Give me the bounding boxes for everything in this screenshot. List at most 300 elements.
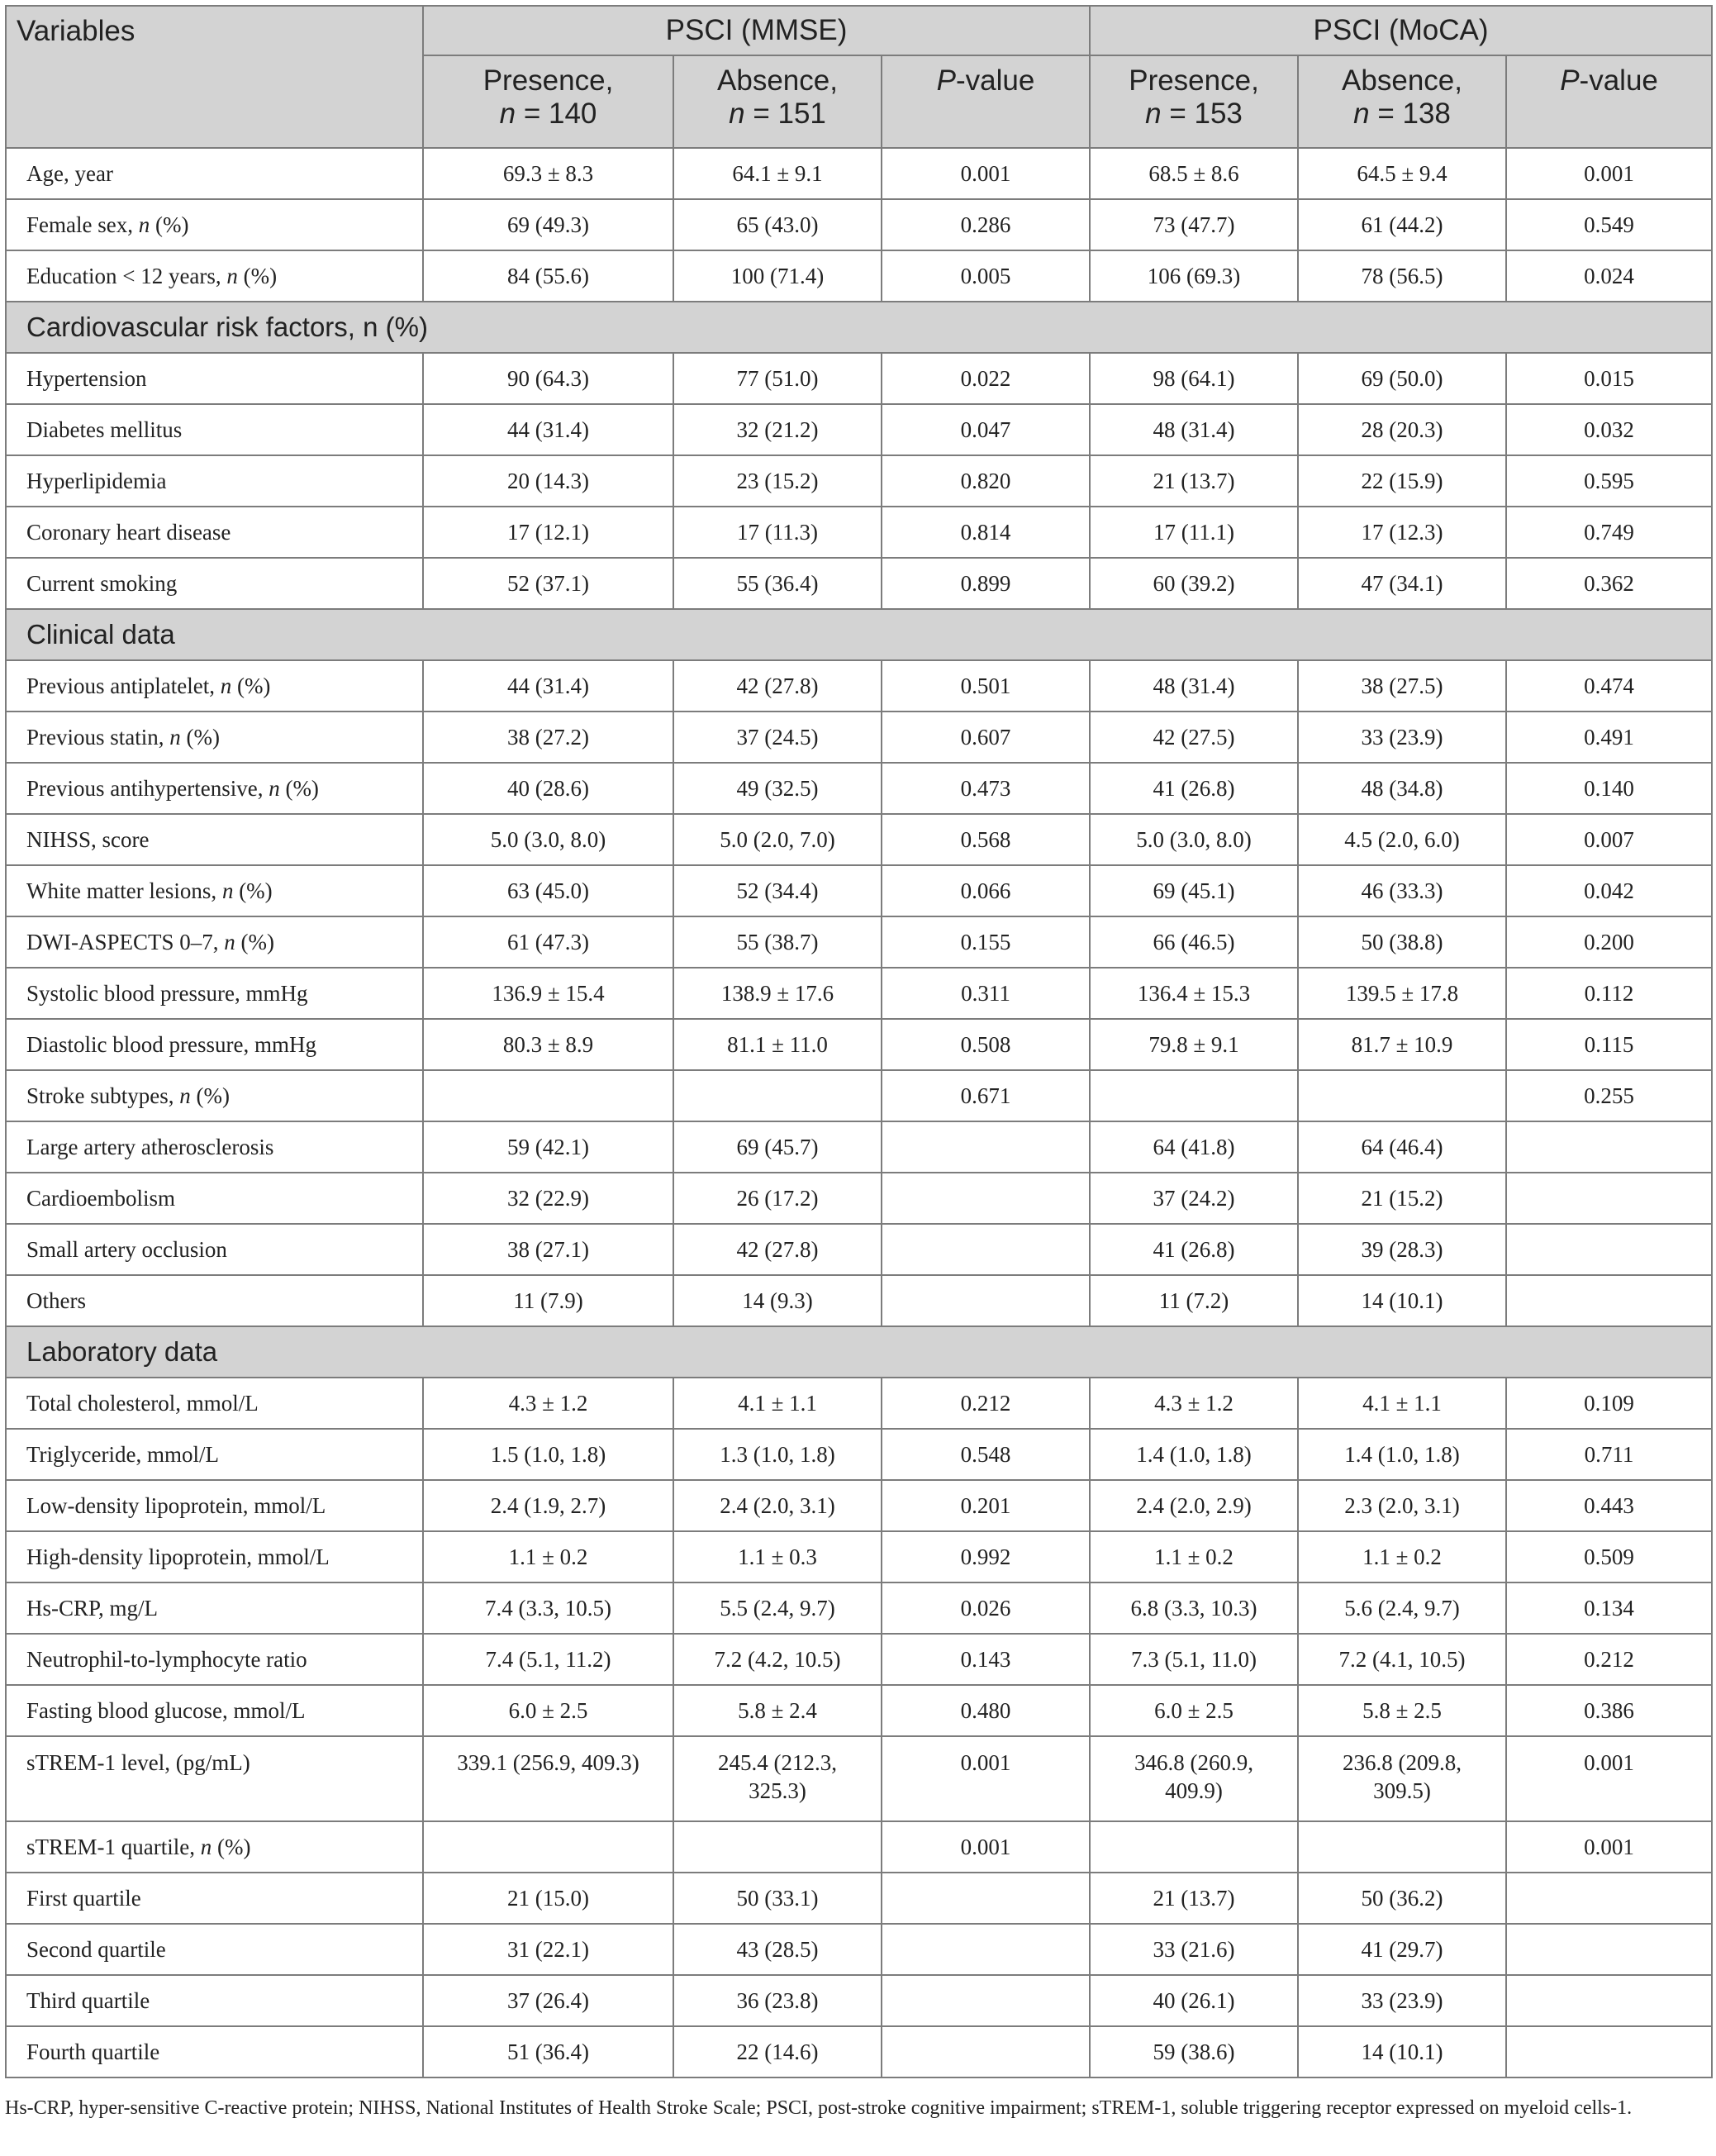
moca-presence-cell: 7.3 (5.1, 11.0): [1090, 1634, 1298, 1685]
row-label: Female sex, n (%): [6, 199, 423, 250]
table-row: [6, 814, 1712, 865]
mmse-absence-cell: 5.0 (2.0, 7.0): [673, 814, 882, 865]
row-label: Small artery occlusion: [6, 1224, 423, 1275]
moca-absence-cell: 39 (28.3): [1298, 1224, 1506, 1275]
mmse-absence-cell: 23 (15.2): [673, 455, 882, 507]
header-moca-presence: [1090, 55, 1298, 148]
moca-pvalue-cell: 0.007: [1506, 814, 1712, 865]
moca-absence-cell: [1298, 1821, 1506, 1873]
moca-absence-cell: 41 (29.7): [1298, 1924, 1506, 1975]
table-row: [6, 148, 1712, 199]
moca-pvalue-cell: [1506, 1173, 1712, 1224]
header-row-groups: [6, 6, 1712, 55]
mmse-presence-cell: 2.4 (1.9, 2.7): [423, 1480, 673, 1531]
mmse-pvalue-cell: 0.607: [882, 712, 1090, 763]
n-symbol: n: [729, 98, 745, 130]
mmse-presence-cell: 5.0 (3.0, 8.0): [423, 814, 673, 865]
row-label: Age, year: [6, 148, 423, 199]
row-label: NIHSS, score: [6, 814, 423, 865]
row-label: Previous antihypertensive, n (%): [6, 763, 423, 814]
moca-absence-cell: 47 (34.1): [1298, 558, 1506, 609]
table-row: [6, 1634, 1712, 1685]
table-row: [6, 250, 1712, 302]
absence-n: = 138: [1377, 98, 1451, 130]
mmse-presence-cell: 69 (49.3): [423, 199, 673, 250]
mmse-presence-cell: 59 (42.1): [423, 1121, 673, 1173]
table-row: [6, 1121, 1712, 1173]
header-group-moca: PSCI (MoCA): [1090, 6, 1712, 55]
moca-presence-cell: 79.8 ± 9.1: [1090, 1019, 1298, 1070]
moca-pvalue-cell: 0.001: [1506, 1736, 1712, 1821]
section-title: Cardiovascular risk factors, n (%): [6, 302, 1712, 353]
mmse-presence-cell: 90 (64.3): [423, 353, 673, 404]
row-label: Coronary heart disease: [6, 507, 423, 558]
moca-pvalue-cell: [1506, 1121, 1712, 1173]
table-row: [6, 1173, 1712, 1224]
mmse-pvalue-cell: 0.671: [882, 1070, 1090, 1121]
mmse-absence-cell: 7.2 (4.2, 10.5): [673, 1634, 882, 1685]
table-row: [6, 1685, 1712, 1736]
row-label: Education < 12 years, n (%): [6, 250, 423, 302]
header-moca-absence: [1298, 55, 1506, 148]
absence-label: Absence,: [717, 64, 838, 97]
mmse-presence-cell: 61 (47.3): [423, 916, 673, 968]
moca-presence-cell: 42 (27.5): [1090, 712, 1298, 763]
mmse-presence-cell: 51 (36.4): [423, 2026, 673, 2077]
moca-presence-cell: 66 (46.5): [1090, 916, 1298, 968]
n-symbol: n: [499, 98, 516, 130]
moca-pvalue-cell: 0.255: [1506, 1070, 1712, 1121]
moca-pvalue-cell: 0.711: [1506, 1429, 1712, 1480]
mmse-presence-cell: 80.3 ± 8.9: [423, 1019, 673, 1070]
moca-absence-cell: 14 (10.1): [1298, 2026, 1506, 2077]
moca-pvalue-cell: 0.549: [1506, 199, 1712, 250]
mmse-presence-cell: 7.4 (3.3, 10.5): [423, 1582, 673, 1634]
mmse-presence-cell: 6.0 ± 2.5: [423, 1685, 673, 1736]
mmse-presence-cell: 44 (31.4): [423, 404, 673, 455]
moca-absence-cell: 139.5 ± 17.8: [1298, 968, 1506, 1019]
table-row: [6, 1531, 1712, 1582]
table-row: [6, 865, 1712, 916]
moca-presence-cell: 136.4 ± 15.3: [1090, 968, 1298, 1019]
moca-absence-cell: 50 (36.2): [1298, 1873, 1506, 1924]
table-row: [6, 1821, 1712, 1873]
header-moca-pvalue: [1506, 55, 1712, 148]
presence-n: = 140: [523, 98, 597, 130]
moca-absence-cell: 14 (10.1): [1298, 1275, 1506, 1326]
mmse-pvalue-cell: 0.201: [882, 1480, 1090, 1531]
moca-absence-cell: 22 (15.9): [1298, 455, 1506, 507]
table-row: [6, 1924, 1712, 1975]
row-label: Cardioembolism: [6, 1173, 423, 1224]
row-label: Current smoking: [6, 558, 423, 609]
mmse-absence-cell: 26 (17.2): [673, 1173, 882, 1224]
table-body: [6, 148, 1712, 2077]
moca-absence-cell: 7.2 (4.1, 10.5): [1298, 1634, 1506, 1685]
presence-label: Presence,: [1129, 64, 1259, 97]
mmse-absence-cell: 52 (34.4): [673, 865, 882, 916]
presence-label: Presence,: [482, 64, 614, 97]
row-label: White matter lesions, n (%): [6, 865, 423, 916]
moca-absence-cell: 4.5 (2.0, 6.0): [1298, 814, 1506, 865]
table-row: [6, 1070, 1712, 1121]
moca-pvalue-cell: [1506, 2026, 1712, 2077]
table-row: [6, 455, 1712, 507]
moca-absence-cell: 48 (34.8): [1298, 763, 1506, 814]
moca-absence-cell: 1.1 ± 0.2: [1298, 1531, 1506, 1582]
moca-pvalue-cell: 0.112: [1506, 968, 1712, 1019]
absence-n: = 151: [753, 98, 826, 130]
moca-absence-cell: 78 (56.5): [1298, 250, 1506, 302]
mmse-absence-cell: 65 (43.0): [673, 199, 882, 250]
moca-absence-cell: [1298, 1070, 1506, 1121]
moca-presence-cell: 59 (38.6): [1090, 2026, 1298, 2077]
row-label: Stroke subtypes, n (%): [6, 1070, 423, 1121]
table-row: [6, 1582, 1712, 1634]
table-row: [6, 1224, 1712, 1275]
moca-pvalue-cell: 0.212: [1506, 1634, 1712, 1685]
mmse-presence-cell: 7.4 (5.1, 11.2): [423, 1634, 673, 1685]
table-row: [6, 1975, 1712, 2026]
moca-pvalue-cell: 0.042: [1506, 865, 1712, 916]
header-mmse-pvalue: [882, 55, 1090, 148]
mmse-absence-cell: 43 (28.5): [673, 1924, 882, 1975]
row-label: Systolic blood pressure, mmHg: [6, 968, 423, 1019]
mmse-absence-cell: 14 (9.3): [673, 1275, 882, 1326]
table-row: [6, 1429, 1712, 1480]
pvalue-suffix: -value: [1579, 64, 1658, 97]
p-symbol: P: [936, 64, 957, 97]
moca-presence-cell: 69 (45.1): [1090, 865, 1298, 916]
row-label: Triglyceride, mmol/L: [6, 1429, 423, 1480]
header-mmse-presence: [423, 55, 673, 148]
mmse-pvalue-cell: 0.001: [882, 1821, 1090, 1873]
moca-presence-cell: [1090, 1821, 1298, 1873]
mmse-pvalue-cell: 0.548: [882, 1429, 1090, 1480]
moca-presence-cell: 21 (13.7): [1090, 455, 1298, 507]
mmse-pvalue-cell: 0.143: [882, 1634, 1090, 1685]
row-label: Previous antiplatelet, n (%): [6, 660, 423, 712]
moca-absence-cell: 50 (38.8): [1298, 916, 1506, 968]
moca-absence-cell: 38 (27.5): [1298, 660, 1506, 712]
section-header-row: [6, 1326, 1712, 1378]
mmse-presence-cell: 21 (15.0): [423, 1873, 673, 1924]
mmse-presence-cell: 339.1 (256.9, 409.3): [423, 1736, 673, 1821]
moca-presence-cell: 41 (26.8): [1090, 1224, 1298, 1275]
mmse-pvalue-cell: 0.820: [882, 455, 1090, 507]
mmse-absence-cell: 22 (14.6): [673, 2026, 882, 2077]
row-label: Second quartile: [6, 1924, 423, 1975]
moca-absence-cell: 236.8 (209.8, 309.5): [1298, 1736, 1506, 1821]
mmse-absence-cell: 55 (38.7): [673, 916, 882, 968]
moca-presence-cell: 41 (26.8): [1090, 763, 1298, 814]
mmse-absence-cell: 32 (21.2): [673, 404, 882, 455]
moca-presence-cell: 60 (39.2): [1090, 558, 1298, 609]
mmse-presence-cell: [423, 1821, 673, 1873]
mmse-absence-cell: 5.5 (2.4, 9.7): [673, 1582, 882, 1634]
table-row: [6, 1019, 1712, 1070]
moca-presence-cell: 6.8 (3.3, 10.3): [1090, 1582, 1298, 1634]
moca-absence-cell: 46 (33.3): [1298, 865, 1506, 916]
mmse-pvalue-cell: 0.899: [882, 558, 1090, 609]
moca-pvalue-cell: 0.200: [1506, 916, 1712, 968]
moca-presence-cell: 1.1 ± 0.2: [1090, 1531, 1298, 1582]
mmse-presence-cell: 40 (28.6): [423, 763, 673, 814]
row-label: First quartile: [6, 1873, 423, 1924]
section-header-row: [6, 609, 1712, 660]
moca-pvalue-cell: 0.024: [1506, 250, 1712, 302]
mmse-absence-cell: 50 (33.1): [673, 1873, 882, 1924]
mmse-pvalue-cell: 0.286: [882, 199, 1090, 250]
table-row: [6, 660, 1712, 712]
row-label: DWI-ASPECTS 0–7, n (%): [6, 916, 423, 968]
mmse-pvalue-cell: 0.473: [882, 763, 1090, 814]
mmse-absence-cell: 55 (36.4): [673, 558, 882, 609]
mmse-pvalue-cell: 0.508: [882, 1019, 1090, 1070]
moca-presence-cell: 17 (11.1): [1090, 507, 1298, 558]
mmse-presence-cell: 69.3 ± 8.3: [423, 148, 673, 199]
mmse-presence-cell: 20 (14.3): [423, 455, 673, 507]
mmse-pvalue-cell: 0.212: [882, 1378, 1090, 1429]
moca-presence-cell: 5.0 (3.0, 8.0): [1090, 814, 1298, 865]
mmse-presence-cell: 31 (22.1): [423, 1924, 673, 1975]
mmse-absence-cell: [673, 1070, 882, 1121]
mmse-pvalue-cell: 0.480: [882, 1685, 1090, 1736]
table-row: [6, 199, 1712, 250]
moca-pvalue-cell: 0.595: [1506, 455, 1712, 507]
mmse-pvalue-cell: 0.022: [882, 353, 1090, 404]
table-row: [6, 1275, 1712, 1326]
moca-presence-cell: 11 (7.2): [1090, 1275, 1298, 1326]
moca-absence-cell: 64 (46.4): [1298, 1121, 1506, 1173]
moca-pvalue-cell: 0.032: [1506, 404, 1712, 455]
mmse-pvalue-cell: 0.311: [882, 968, 1090, 1019]
section-header-row: [6, 302, 1712, 353]
mmse-absence-cell: 77 (51.0): [673, 353, 882, 404]
moca-absence-cell: 5.6 (2.4, 9.7): [1298, 1582, 1506, 1634]
row-label: Hypertension: [6, 353, 423, 404]
row-label: sTREM-1 level, (pg/mL): [6, 1736, 423, 1821]
mmse-presence-cell: 11 (7.9): [423, 1275, 673, 1326]
mmse-pvalue-cell: 0.001: [882, 1736, 1090, 1821]
row-label: High-density lipoprotein, mmol/L: [6, 1531, 423, 1582]
mmse-pvalue-cell: 0.047: [882, 404, 1090, 455]
moca-pvalue-cell: [1506, 1975, 1712, 2026]
header-mmse-absence: [673, 55, 882, 148]
moca-absence-cell: 33 (23.9): [1298, 1975, 1506, 2026]
mmse-presence-cell: 136.9 ± 15.4: [423, 968, 673, 1019]
moca-presence-cell: 98 (64.1): [1090, 353, 1298, 404]
table-row: [6, 2026, 1712, 2077]
mmse-pvalue-cell: [882, 1224, 1090, 1275]
mmse-presence-cell: 84 (55.6): [423, 250, 673, 302]
moca-absence-cell: 17 (12.3): [1298, 507, 1506, 558]
mmse-absence-cell: 245.4 (212.3, 325.3): [673, 1736, 882, 1821]
presence-n: = 153: [1169, 98, 1243, 130]
moca-absence-cell: 28 (20.3): [1298, 404, 1506, 455]
moca-presence-cell: 346.8 (260.9, 409.9): [1090, 1736, 1298, 1821]
moca-presence-cell: 37 (24.2): [1090, 1173, 1298, 1224]
mmse-presence-cell: 44 (31.4): [423, 660, 673, 712]
moca-absence-cell: 21 (15.2): [1298, 1173, 1506, 1224]
moca-presence-cell: 73 (47.7): [1090, 199, 1298, 250]
mmse-presence-cell: 37 (26.4): [423, 1975, 673, 2026]
table-header: [6, 6, 1712, 148]
mmse-absence-cell: 42 (27.8): [673, 660, 882, 712]
moca-pvalue-cell: 0.443: [1506, 1480, 1712, 1531]
moca-pvalue-cell: 0.491: [1506, 712, 1712, 763]
mmse-absence-cell: 138.9 ± 17.6: [673, 968, 882, 1019]
moca-pvalue-cell: 0.115: [1506, 1019, 1712, 1070]
mmse-pvalue-cell: [882, 2026, 1090, 2077]
mmse-pvalue-cell: 0.814: [882, 507, 1090, 558]
moca-presence-cell: 1.4 (1.0, 1.8): [1090, 1429, 1298, 1480]
moca-pvalue-cell: 0.015: [1506, 353, 1712, 404]
moca-absence-cell: 4.1 ± 1.1: [1298, 1378, 1506, 1429]
n-symbol: n: [1145, 98, 1162, 130]
mmse-absence-cell: 42 (27.8): [673, 1224, 882, 1275]
row-label: Neutrophil-to-lymphocyte ratio: [6, 1634, 423, 1685]
moca-pvalue-cell: 0.001: [1506, 1821, 1712, 1873]
moca-pvalue-cell: 0.140: [1506, 763, 1712, 814]
row-label: Diabetes mellitus: [6, 404, 423, 455]
moca-pvalue-cell: 0.386: [1506, 1685, 1712, 1736]
mmse-pvalue-cell: [882, 1121, 1090, 1173]
row-label: Hyperlipidemia: [6, 455, 423, 507]
mmse-pvalue-cell: 0.026: [882, 1582, 1090, 1634]
moca-absence-cell: 2.3 (2.0, 3.1): [1298, 1480, 1506, 1531]
mmse-pvalue-cell: [882, 1975, 1090, 2026]
mmse-pvalue-cell: [882, 1275, 1090, 1326]
moca-presence-cell: 33 (21.6): [1090, 1924, 1298, 1975]
mmse-absence-cell: 81.1 ± 11.0: [673, 1019, 882, 1070]
moca-pvalue-cell: [1506, 1224, 1712, 1275]
moca-absence-cell: 64.5 ± 9.4: [1298, 148, 1506, 199]
table-container: [5, 5, 1711, 2078]
table-row: [6, 1378, 1712, 1429]
mmse-presence-cell: 63 (45.0): [423, 865, 673, 916]
mmse-presence-cell: 38 (27.2): [423, 712, 673, 763]
table-row: [6, 507, 1712, 558]
mmse-absence-cell: 2.4 (2.0, 3.1): [673, 1480, 882, 1531]
moca-absence-cell: 81.7 ± 10.9: [1298, 1019, 1506, 1070]
mmse-absence-cell: 4.1 ± 1.1: [673, 1378, 882, 1429]
row-label: Fasting blood glucose, mmol/L: [6, 1685, 423, 1736]
table-row: [6, 1736, 1712, 1821]
moca-pvalue-cell: 0.749: [1506, 507, 1712, 558]
moca-pvalue-cell: 0.001: [1506, 148, 1712, 199]
mmse-absence-cell: [673, 1821, 882, 1873]
mmse-absence-cell: 17 (11.3): [673, 507, 882, 558]
mmse-absence-cell: 49 (32.5): [673, 763, 882, 814]
absence-label: Absence,: [1342, 64, 1462, 97]
header-variables: Variables: [6, 6, 423, 148]
table-row: [6, 763, 1712, 814]
mmse-presence-cell: 17 (12.1): [423, 507, 673, 558]
moca-pvalue-cell: 0.362: [1506, 558, 1712, 609]
moca-presence-cell: [1090, 1070, 1298, 1121]
row-label: Diastolic blood pressure, mmHg: [6, 1019, 423, 1070]
moca-pvalue-cell: 0.509: [1506, 1531, 1712, 1582]
moca-presence-cell: 21 (13.7): [1090, 1873, 1298, 1924]
mmse-pvalue-cell: 0.155: [882, 916, 1090, 968]
mmse-presence-cell: [423, 1070, 673, 1121]
mmse-pvalue-cell: 0.992: [882, 1531, 1090, 1582]
mmse-pvalue-cell: [882, 1173, 1090, 1224]
moca-presence-cell: 6.0 ± 2.5: [1090, 1685, 1298, 1736]
row-label: Low-density lipoprotein, mmol/L: [6, 1480, 423, 1531]
moca-presence-cell: 2.4 (2.0, 2.9): [1090, 1480, 1298, 1531]
moca-presence-cell: 64 (41.8): [1090, 1121, 1298, 1173]
mmse-absence-cell: 1.3 (1.0, 1.8): [673, 1429, 882, 1480]
table-row: [6, 916, 1712, 968]
table-row: [6, 968, 1712, 1019]
n-symbol: n: [1353, 98, 1370, 130]
mmse-presence-cell: 38 (27.1): [423, 1224, 673, 1275]
moca-pvalue-cell: 0.134: [1506, 1582, 1712, 1634]
moca-presence-cell: 68.5 ± 8.6: [1090, 148, 1298, 199]
mmse-presence-cell: 32 (22.9): [423, 1173, 673, 1224]
moca-pvalue-cell: [1506, 1275, 1712, 1326]
moca-pvalue-cell: 0.474: [1506, 660, 1712, 712]
row-label: Hs-CRP, mg/L: [6, 1582, 423, 1634]
row-label: Total cholesterol, mmol/L: [6, 1378, 423, 1429]
moca-absence-cell: 33 (23.9): [1298, 712, 1506, 763]
mmse-absence-cell: 36 (23.8): [673, 1975, 882, 2026]
mmse-pvalue-cell: 0.001: [882, 148, 1090, 199]
moca-pvalue-cell: 0.109: [1506, 1378, 1712, 1429]
row-label: Fourth quartile: [6, 2026, 423, 2077]
p-symbol: P: [1560, 64, 1580, 97]
moca-presence-cell: 106 (69.3): [1090, 250, 1298, 302]
section-title: Laboratory data: [6, 1326, 1712, 1378]
row-label: Large artery atherosclerosis: [6, 1121, 423, 1173]
moca-pvalue-cell: [1506, 1924, 1712, 1975]
section-title: Clinical data: [6, 609, 1712, 660]
mmse-absence-cell: 1.1 ± 0.3: [673, 1531, 882, 1582]
mmse-absence-cell: 100 (71.4): [673, 250, 882, 302]
mmse-absence-cell: 37 (24.5): [673, 712, 882, 763]
table-row: [6, 712, 1712, 763]
mmse-absence-cell: 69 (45.7): [673, 1121, 882, 1173]
mmse-presence-cell: 4.3 ± 1.2: [423, 1378, 673, 1429]
mmse-pvalue-cell: 0.501: [882, 660, 1090, 712]
mmse-pvalue-cell: 0.066: [882, 865, 1090, 916]
mmse-presence-cell: 1.5 (1.0, 1.8): [423, 1429, 673, 1480]
moca-pvalue-cell: [1506, 1873, 1712, 1924]
moca-absence-cell: 1.4 (1.0, 1.8): [1298, 1429, 1506, 1480]
pvalue-suffix: -value: [956, 64, 1035, 97]
moca-presence-cell: 40 (26.1): [1090, 1975, 1298, 2026]
table-footnote: Hs-CRP, hyper-sensitive C-reactive protein; NIHSS, National Institutes of Health Stroke Scale; PSCI, post-stroke cognitive impairment; sTREM-1, soluble triggering receptor expressed on myeloid cells-1.: [5, 2097, 1633, 2119]
row-label: Others: [6, 1275, 423, 1326]
row-label: Third quartile: [6, 1975, 423, 2026]
moca-absence-cell: 5.8 ± 2.5: [1298, 1685, 1506, 1736]
data-table: [5, 5, 1713, 2078]
mmse-pvalue-cell: [882, 1924, 1090, 1975]
moca-absence-cell: 69 (50.0): [1298, 353, 1506, 404]
mmse-pvalue-cell: 0.568: [882, 814, 1090, 865]
moca-presence-cell: 48 (31.4): [1090, 660, 1298, 712]
row-label: sTREM-1 quartile, n (%): [6, 1821, 423, 1873]
moca-presence-cell: 48 (31.4): [1090, 404, 1298, 455]
mmse-presence-cell: 52 (37.1): [423, 558, 673, 609]
mmse-pvalue-cell: 0.005: [882, 250, 1090, 302]
moca-absence-cell: 61 (44.2): [1298, 199, 1506, 250]
mmse-absence-cell: 5.8 ± 2.4: [673, 1685, 882, 1736]
mmse-presence-cell: 1.1 ± 0.2: [423, 1531, 673, 1582]
mmse-absence-cell: 64.1 ± 9.1: [673, 148, 882, 199]
